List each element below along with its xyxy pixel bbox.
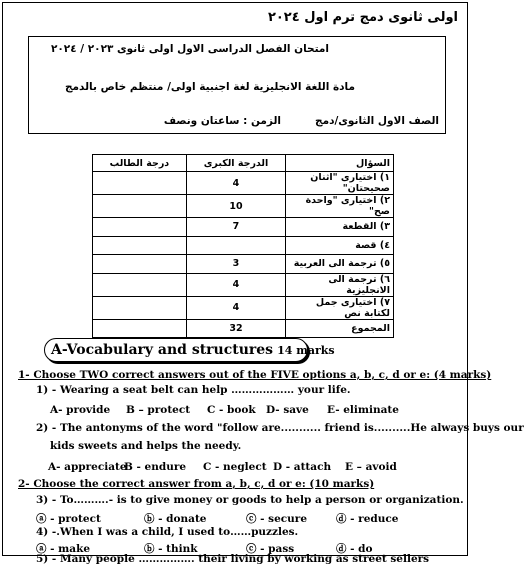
option-c[interactable]: ⓒ - secure	[246, 513, 308, 525]
exam-subject: مادة اللغة الانجليزية لغة اجنبية اولى/ منتظم خاص بالدمج	[64, 81, 355, 93]
question-cell: ٥) ترجمة الى العربية	[286, 255, 394, 274]
question-cell: ٢) اختيارى "واحدة صح"	[286, 195, 394, 218]
max-score-cell: 4	[186, 273, 285, 296]
table-row	[93, 172, 394, 195]
marks-table-header	[93, 155, 394, 172]
table-row	[93, 255, 394, 274]
part2-heading: 2- Choose the correct answer from a, b, c, d or e: (10 marks)	[18, 478, 375, 490]
marks-table	[92, 154, 394, 338]
max-score-cell: 4	[186, 172, 285, 195]
max-score-cell: 10	[186, 195, 285, 218]
student-total-cell	[93, 319, 187, 338]
question-2-text-continued: kids sweets and helps the needy.	[50, 440, 242, 452]
question-cell: ١) اختيارى "اثنان صحيحتان"	[286, 172, 394, 195]
question-1-text: 1) - Wearing a seat belt can help ……………… your life.	[36, 384, 351, 396]
option-c[interactable]: C - book	[207, 404, 256, 416]
question-2-text: 2) - The antonyms of the word "follow are........... friend is..........He always buys our	[36, 422, 524, 434]
question-cell: ٧) اختيارى جمل لكتابة نص	[286, 296, 394, 319]
question-cell: ٦) ترجمة الى الانجليزية	[286, 273, 394, 296]
option-c[interactable]: C - neglect	[203, 461, 267, 473]
exam-header-box	[28, 36, 446, 134]
page-title: اولى ثانوى دمج ترم اول ٢٠٢٤	[267, 10, 458, 25]
max-total-cell: 32	[186, 319, 285, 338]
header-max-score: الدرجة الكبرى	[186, 155, 285, 172]
exam-class: الصف الاول الثانوى/دمج	[315, 115, 439, 127]
section-title: A-Vocabulary and structures	[51, 342, 274, 358]
part1-heading: 1- Choose TWO correct answers out of the FIVE options a, b, c, d or e: (4 marks)	[18, 369, 492, 381]
question-3-text: 3) - To……….- is to give money or goods to help a person or organization.	[36, 494, 464, 506]
option-a[interactable]: ⓐ - make	[36, 543, 91, 555]
table-row	[93, 236, 394, 255]
option-d[interactable]: ⓓ - reduce	[336, 513, 399, 525]
option-b[interactable]: B - endure	[124, 461, 187, 473]
student-score-cell	[93, 195, 187, 218]
option-d[interactable]: D- save	[266, 404, 309, 416]
table-row	[93, 296, 394, 319]
exam-time: الزمن : ساعتان ونصف	[163, 115, 281, 127]
option-d[interactable]: ⓓ - do	[336, 543, 373, 555]
question-cell: ٣) القطعة	[286, 218, 394, 237]
total-label-cell: المجموع	[286, 319, 394, 338]
table-row	[93, 218, 394, 237]
section-banner	[44, 338, 335, 362]
student-score-cell	[93, 296, 187, 319]
table-row	[93, 195, 394, 218]
max-score-cell	[186, 236, 285, 255]
student-score-cell	[93, 255, 187, 274]
section-marks: 14 marks	[277, 343, 335, 357]
student-score-cell	[93, 218, 187, 237]
option-b[interactable]: ⓑ - donate	[144, 513, 207, 525]
max-score-cell: 4	[186, 296, 285, 319]
question-5-text: 5) - Many people ……………. their living by working as street sellers	[36, 553, 430, 565]
table-row	[93, 273, 394, 296]
max-score-cell: 7	[186, 218, 285, 237]
question-cell: ٤) قصة	[286, 236, 394, 255]
table-row-total	[93, 319, 394, 338]
option-b[interactable]: B – protect	[126, 404, 191, 416]
option-e[interactable]: E- eliminate	[327, 404, 399, 416]
header-student-score: درجة الطالب	[93, 155, 187, 172]
option-e[interactable]: E – avoid	[345, 461, 397, 473]
student-score-cell	[93, 236, 187, 255]
option-d[interactable]: D - attach	[273, 461, 332, 473]
question-4-text: 4) -.When I was a child, I used to……puzzles.	[36, 526, 299, 538]
max-score-cell: 3	[186, 255, 285, 274]
student-score-cell	[93, 273, 187, 296]
exam-title: امتحان الفصل الدراسى الاول اولى ثانوى ٢٠٢٣ / ٢٠٢٤	[50, 43, 329, 55]
option-b[interactable]: ⓑ - think	[144, 543, 198, 555]
header-question: السؤال	[286, 155, 394, 172]
option-a[interactable]: A- provide	[50, 404, 111, 416]
option-a[interactable]: A- appreciate	[48, 461, 127, 473]
student-score-cell	[93, 172, 187, 195]
option-a[interactable]: ⓐ - protect	[36, 513, 101, 525]
option-c[interactable]: ⓒ - pass	[246, 543, 295, 555]
